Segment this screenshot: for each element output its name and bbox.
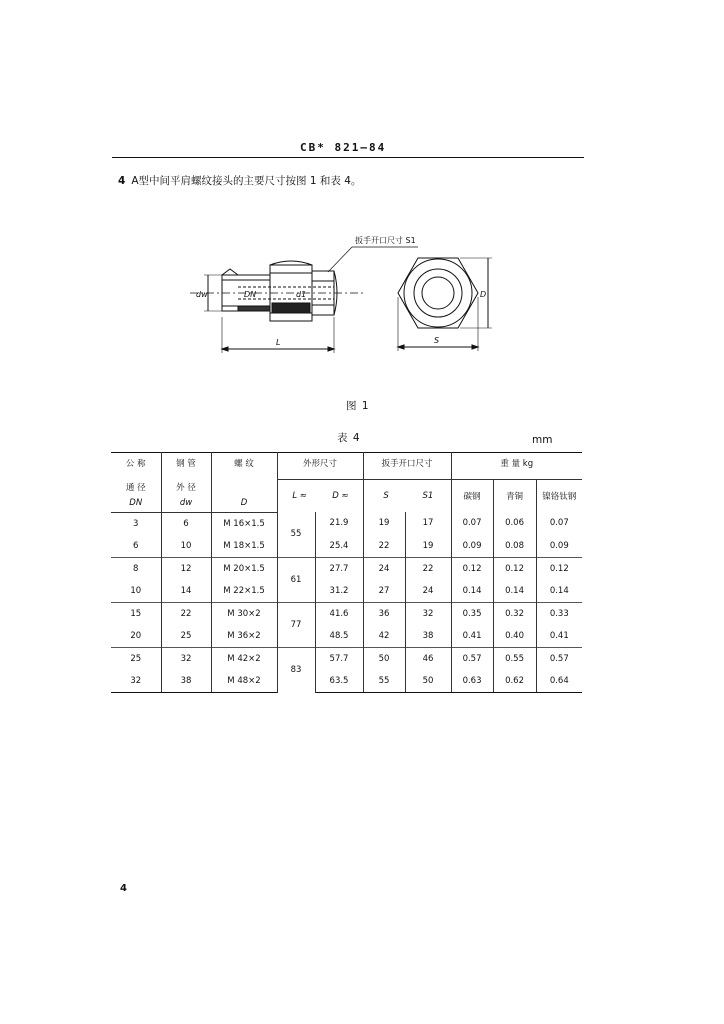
cell-s: 27: [363, 580, 405, 603]
cell-s1: 19: [405, 535, 451, 558]
cell-dn: 3: [111, 512, 161, 535]
cell-dw: 14: [161, 580, 211, 603]
table-unit: mm: [532, 434, 553, 446]
cell-dn: 10: [111, 580, 161, 603]
cell-s: 22: [363, 535, 405, 558]
header-stainless: 镍铬钛钢: [536, 480, 582, 513]
cell-d: 41.6: [315, 602, 363, 625]
header-outline-l: L ≈: [292, 491, 307, 501]
header-rule: [112, 157, 584, 158]
cell-length: 77: [277, 602, 315, 647]
header-wrench: 扳手开口尺寸: [363, 453, 451, 480]
cell-w-copper: 0.12: [493, 557, 536, 580]
cell-w-copper: 0.06: [493, 512, 536, 535]
cell-w-stainless: 0.33: [536, 602, 582, 625]
header-wrench-s: S: [383, 491, 389, 501]
cell-s: 42: [363, 625, 405, 648]
cell-dw: 12: [161, 557, 211, 580]
cell-d: 48.5: [315, 625, 363, 648]
cell-s1: 22: [405, 557, 451, 580]
cell-w-copper: 0.14: [493, 580, 536, 603]
cell-length: 55: [277, 512, 315, 557]
table-caption: 表 4: [337, 432, 361, 444]
dn-label: DN: [244, 290, 257, 299]
header-nominal-2: 通 径: [111, 480, 161, 494]
header-thread-sym: D: [211, 494, 277, 513]
header-outline: 外形尺寸: [277, 453, 363, 480]
cell-thread: M 42×2: [211, 647, 277, 670]
cell-thread: M 16×1.5: [211, 512, 277, 535]
cell-w-stainless: 0.07: [536, 512, 582, 535]
cell-length: 61: [277, 557, 315, 602]
header-wrench-s1: S1: [422, 491, 434, 501]
cell-dn: 6: [111, 535, 161, 558]
cell-w-stainless: 0.12: [536, 557, 582, 580]
cell-s: 55: [363, 670, 405, 693]
cell-d: 21.9: [315, 512, 363, 535]
cell-s1: 32: [405, 602, 451, 625]
cell-dn: 8: [111, 557, 161, 580]
cell-s1: 50: [405, 670, 451, 693]
cell-w-carbon: 0.09: [451, 535, 493, 558]
header-wrench-sub: [363, 480, 451, 513]
cell-s1: 24: [405, 580, 451, 603]
cell-w-carbon: 0.63: [451, 670, 493, 693]
cell-s1: 38: [405, 625, 451, 648]
cell-thread: M 36×2: [211, 625, 277, 648]
standard-code: CB* 821—84: [300, 141, 387, 154]
cell-w-carbon: 0.12: [451, 557, 493, 580]
cell-dw: 22: [161, 602, 211, 625]
cell-w-stainless: 0.41: [536, 625, 582, 648]
cell-s1: 46: [405, 647, 451, 670]
cell-s1: 17: [405, 512, 451, 535]
cell-thread: M 48×2: [211, 670, 277, 693]
figure-drawing: [180, 225, 500, 360]
cell-thread: M 20×1.5: [211, 557, 277, 580]
cell-thread: M 18×1.5: [211, 535, 277, 558]
dimensions-table: [111, 452, 582, 693]
cell-w-copper: 0.32: [493, 602, 536, 625]
s-label: S: [434, 336, 440, 345]
cell-s: 19: [363, 512, 405, 535]
cell-dw: 32: [161, 647, 211, 670]
wrench-note-label: 扳手开口尺寸 S1: [355, 236, 416, 245]
header-nominal-sym: DN: [111, 494, 161, 513]
cell-w-stainless: 0.57: [536, 647, 582, 670]
page-number: 4: [120, 883, 127, 894]
cell-dw: 25: [161, 625, 211, 648]
cell-dw: 38: [161, 670, 211, 693]
cell-s: 50: [363, 647, 405, 670]
cell-w-carbon: 0.57: [451, 647, 493, 670]
cell-length: 83: [277, 647, 315, 692]
header-copper: 青铜: [493, 480, 536, 513]
cell-w-stainless: 0.14: [536, 580, 582, 603]
intro-paragraph: [118, 173, 361, 188]
cell-d: 25.4: [315, 535, 363, 558]
cell-w-stainless: 0.64: [536, 670, 582, 693]
cell-w-copper: 0.62: [493, 670, 536, 693]
clause-number: 4: [118, 175, 126, 187]
d1-label: d1: [296, 290, 307, 299]
clause-text: A型中间平肩螺纹接头的主要尺寸按图 1 和表 4。: [131, 175, 362, 187]
header-thread: 螺 纹: [211, 453, 277, 494]
header-outline-sub: [277, 480, 363, 513]
header-outline-d: D ≈: [332, 491, 349, 501]
dw-label: dw: [196, 290, 208, 299]
cell-thread: M 22×1.5: [211, 580, 277, 603]
l-label: L: [276, 338, 281, 347]
cell-w-copper: 0.08: [493, 535, 536, 558]
cell-dn: 15: [111, 602, 161, 625]
cell-w-carbon: 0.07: [451, 512, 493, 535]
cell-d: 63.5: [315, 670, 363, 693]
cell-dw: 6: [161, 512, 211, 535]
cell-w-stainless: 0.09: [536, 535, 582, 558]
cell-w-copper: 0.55: [493, 647, 536, 670]
header-carbon: 碳钢: [451, 480, 493, 513]
header-nominal-1: 公 称: [111, 453, 161, 480]
header-pipe-1: 钢 管: [161, 453, 211, 480]
cell-d: 27.7: [315, 557, 363, 580]
d-label: D: [480, 290, 487, 299]
cell-d: 57.7: [315, 647, 363, 670]
header-weight: 重 量 kg: [451, 453, 582, 480]
cell-d: 31.2: [315, 580, 363, 603]
header-pipe-sym: dw: [161, 494, 211, 513]
cell-s: 36: [363, 602, 405, 625]
cell-dn: 32: [111, 670, 161, 693]
cell-w-copper: 0.40: [493, 625, 536, 648]
figure-caption: 图 1: [346, 400, 370, 412]
cell-dn: 25: [111, 647, 161, 670]
cell-w-carbon: 0.14: [451, 580, 493, 603]
cell-dw: 10: [161, 535, 211, 558]
cell-s: 24: [363, 557, 405, 580]
header-pipe-2: 外 径: [161, 480, 211, 494]
cell-w-carbon: 0.41: [451, 625, 493, 648]
cell-dn: 20: [111, 625, 161, 648]
cell-w-carbon: 0.35: [451, 602, 493, 625]
cell-thread: M 30×2: [211, 602, 277, 625]
